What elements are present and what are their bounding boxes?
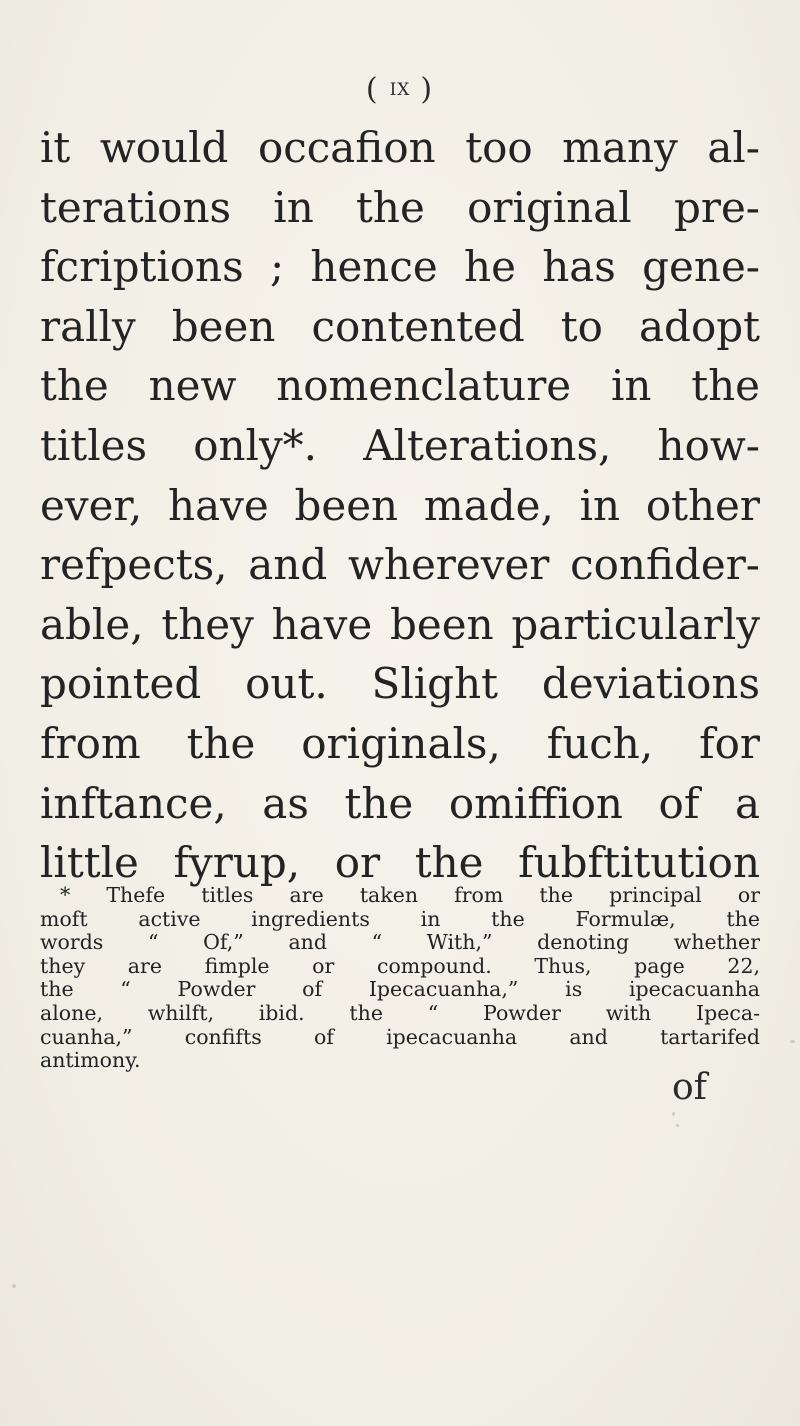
footnote [40,884,760,1073]
paper-speck [790,1040,795,1043]
body-line: rally been contented to adopt [40,301,760,351]
footnote-line: cuanha,” confifts of ipecacuanha and tartarifed [40,1025,760,1049]
footnote-line: * Thefe titles are taken from the principal or [60,884,760,907]
footnote-line: they are fimple or compound. Thus, page 22, [40,954,760,978]
footnote-line: moft active ingredients in the Formulæ, the [40,907,760,931]
page-number [0,72,800,107]
paper-speck [676,1124,679,1127]
page-number-value: IX [389,80,411,100]
body-line: terations in the original pre- [40,182,760,232]
catchword: of [672,1067,707,1108]
body-line: it would occafion too many al- [40,123,760,172]
body-line: refpects, and wherever confider- [40,540,760,590]
body-line: ever, have been made, in other [40,480,760,530]
page-number-open: ( [365,72,380,107]
body-line: pointed out. Slight deviations [40,659,760,709]
footnote-line: the “ Powder of Ipecacuanha,” is ipecacuanha [40,978,760,1002]
body-line: titles only*. Alterations, how- [40,420,760,470]
body-line: from the originals, fuch, for [40,718,760,768]
body-text [40,118,760,893]
body-line: able, they have been particularly [40,599,760,649]
footnote-line: words “ Of,” and “ With,” denoting whether [40,931,760,955]
body-line: fcriptions ; hence he has gene- [40,242,760,292]
footnote-line: alone, whilft, ibid. the “ Powder with Ipeca- [40,1001,760,1025]
paper-speck [12,1284,16,1288]
body-line: the new nomenclature in the [40,361,760,411]
page-number-close: ) [420,72,435,107]
body-line: little fyrup, or the fubftitution [40,838,760,888]
footnote-line: antimony. [40,1049,141,1073]
paper-speck [672,1112,675,1116]
body-line: inftance, as the omiffion of a [40,778,760,828]
